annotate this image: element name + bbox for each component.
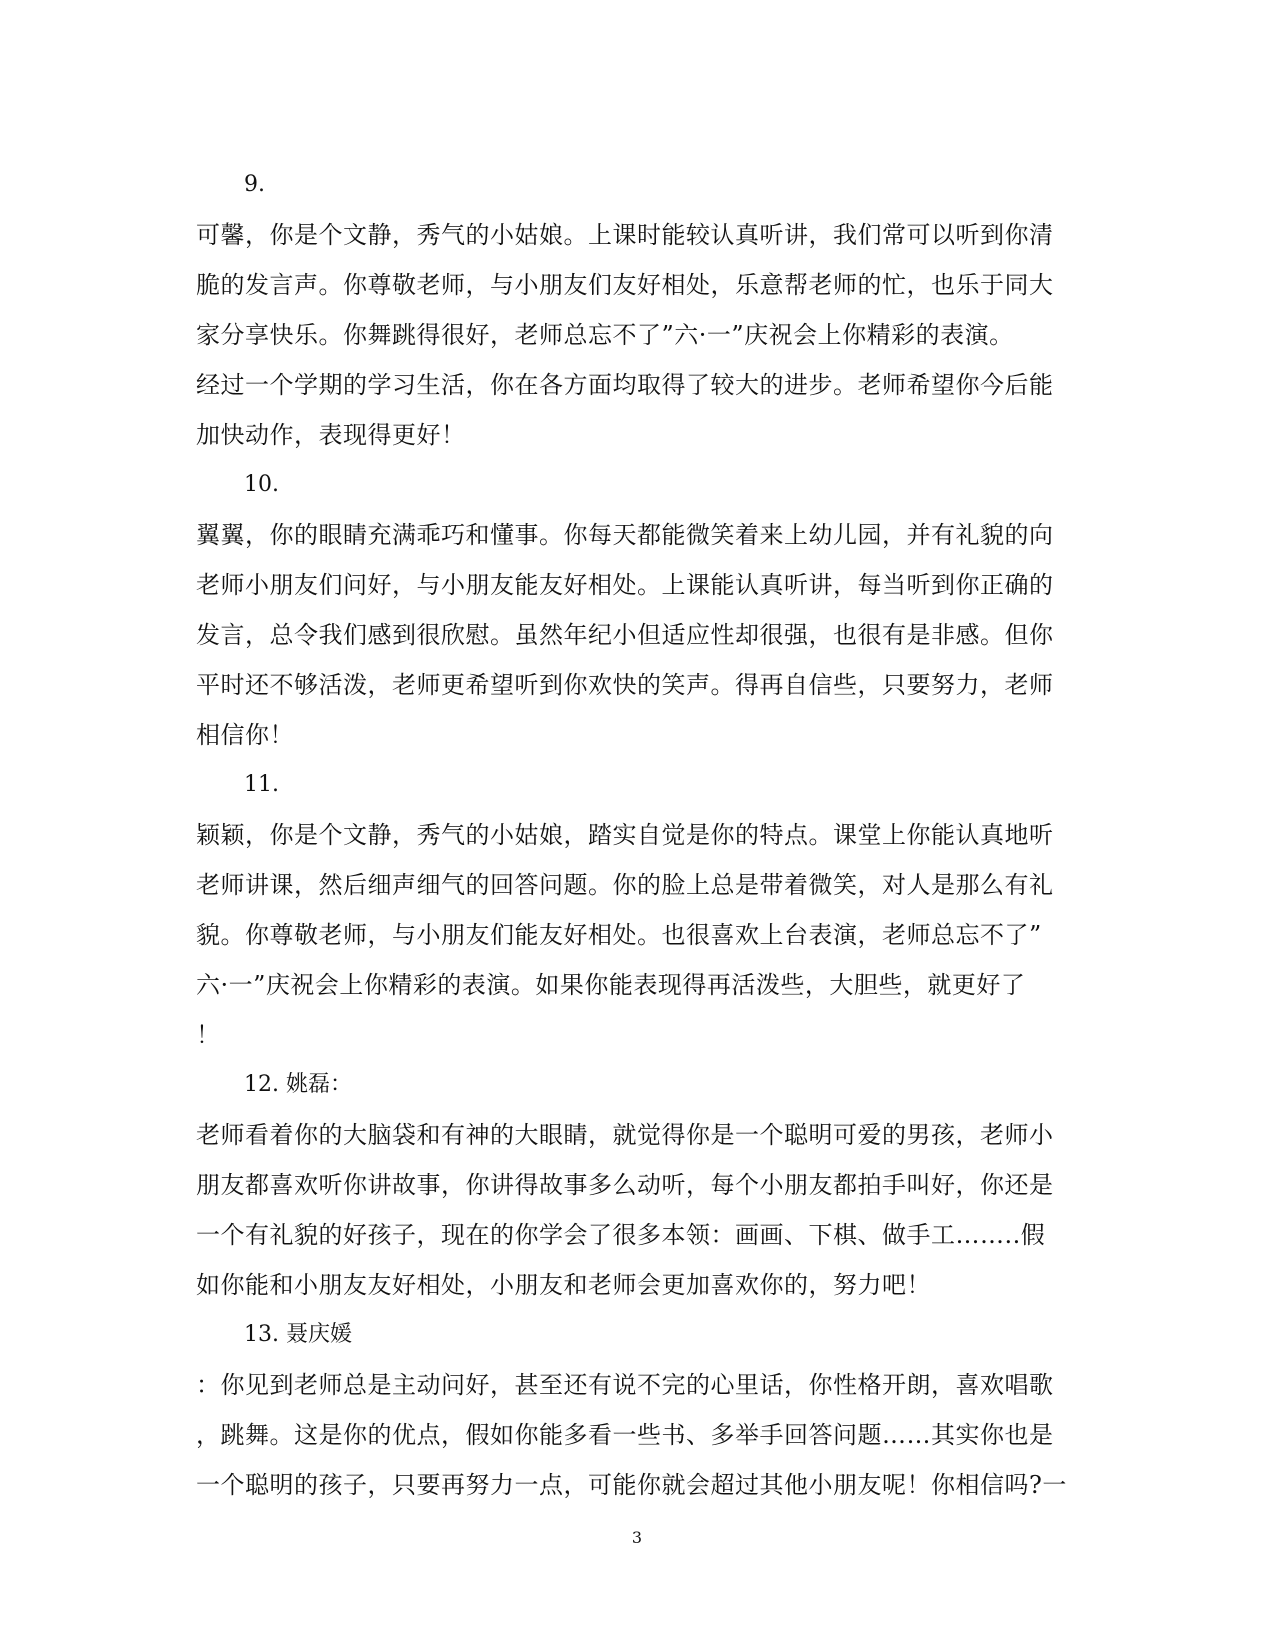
section-paragraph — [196, 1110, 1076, 1310]
paragraph-line: 翼翼，你的眼睛充满乖巧和懂事。你每天都能微笑着来上幼儿园，并有礼貌的向 — [196, 521, 1054, 549]
paragraph-line: ！ — [196, 1021, 221, 1049]
paragraph-line: 经过一个学期的学习生活，你在各方面均取得了较大的进步。老师希望你今后能 — [196, 371, 1054, 399]
document-body — [196, 160, 1076, 1510]
paragraph-line: 六·一”庆祝会上你精彩的表演。如果你能表现得再活泼些，大胆些，就更好了 — [196, 971, 1026, 999]
section-paragraph — [196, 210, 1076, 460]
section-paragraph — [196, 810, 1076, 1060]
paragraph-line: 老师讲课，然后细声细气的回答问题。你的脸上总是带着微笑，对人是那么有礼 — [196, 871, 1054, 899]
paragraph-line: 脆的发言声。你尊敬老师，与小朋友们友好相处，乐意帮老师的忙，也乐于同大 — [196, 271, 1054, 299]
paragraph-line: 加快动作，表现得更好！ — [196, 421, 466, 449]
paragraph-line: 相信你！ — [196, 721, 294, 749]
section-paragraph — [196, 510, 1076, 760]
paragraph-line: 老师小朋友们问好，与小朋友能友好相处。上课能认真听讲，每当听到你正确的 — [196, 571, 1054, 599]
paragraph-line: 一个有礼貌的好孩子，现在的你学会了很多本领：画画、下棋、做手工……..假 — [196, 1221, 1046, 1249]
section-heading: 12. 姚磊： — [244, 1072, 352, 1097]
paragraph-line: 可馨，你是个文静，秀气的小姑娘。上课时能较认真听讲，我们常可以听到你清 — [196, 221, 1054, 249]
section-heading: 10. — [244, 472, 279, 497]
section-paragraph — [196, 1360, 1076, 1510]
paragraph-line: 家分享快乐。你舞跳得很好，老师总忘不了”六·一”庆祝会上你精彩的表演。 — [196, 321, 1014, 349]
paragraph-line: 平时还不够活泼，老师更希望听到你欢快的笑声。得再自信些，只要努力，老师 — [196, 671, 1054, 699]
paragraph-line: ：你见到老师总是主动问好，甚至还有说不完的心里话，你性格开朗，喜欢唱歌 — [196, 1371, 1054, 1399]
paragraph-line: 老师看着你的大脑袋和有神的大眼睛，就觉得你是一个聪明可爱的男孩，老师小 — [196, 1121, 1054, 1149]
paragraph-line: 貌。你尊敬老师，与小朋友们能友好相处。也很喜欢上台表演，老师总忘不了” — [196, 921, 1042, 949]
section-heading: 11. — [244, 772, 279, 797]
paragraph-line: 发言，总令我们感到很欣慰。虽然年纪小但适应性却很强，也很有是非感。但你 — [196, 621, 1054, 649]
paragraph-line: 一个聪明的孩子，只要再努力一点，可能你就会超过其他小朋友呢！你相信吗?一 — [196, 1471, 1067, 1499]
paragraph-line: 颖颖，你是个文静，秀气的小姑娘，踏实自觉是你的特点。课堂上你能认真地听 — [196, 821, 1054, 849]
paragraph-line: 朋友都喜欢听你讲故事，你讲得故事多么动听，每个小朋友都拍手叫好，你还是 — [196, 1171, 1054, 1199]
section-heading: 13. 聂庆媛 — [244, 1322, 352, 1347]
paragraph-line: 如你能和小朋友友好相处，小朋友和老师会更加喜欢你的，努力吧！ — [196, 1271, 931, 1299]
page-number: 3 — [631, 1528, 643, 1547]
paragraph-line: ，跳舞。这是你的优点，假如你能多看一些书、多举手回答问题……其实你也是 — [196, 1421, 1054, 1449]
section-heading: 9. — [244, 172, 265, 197]
